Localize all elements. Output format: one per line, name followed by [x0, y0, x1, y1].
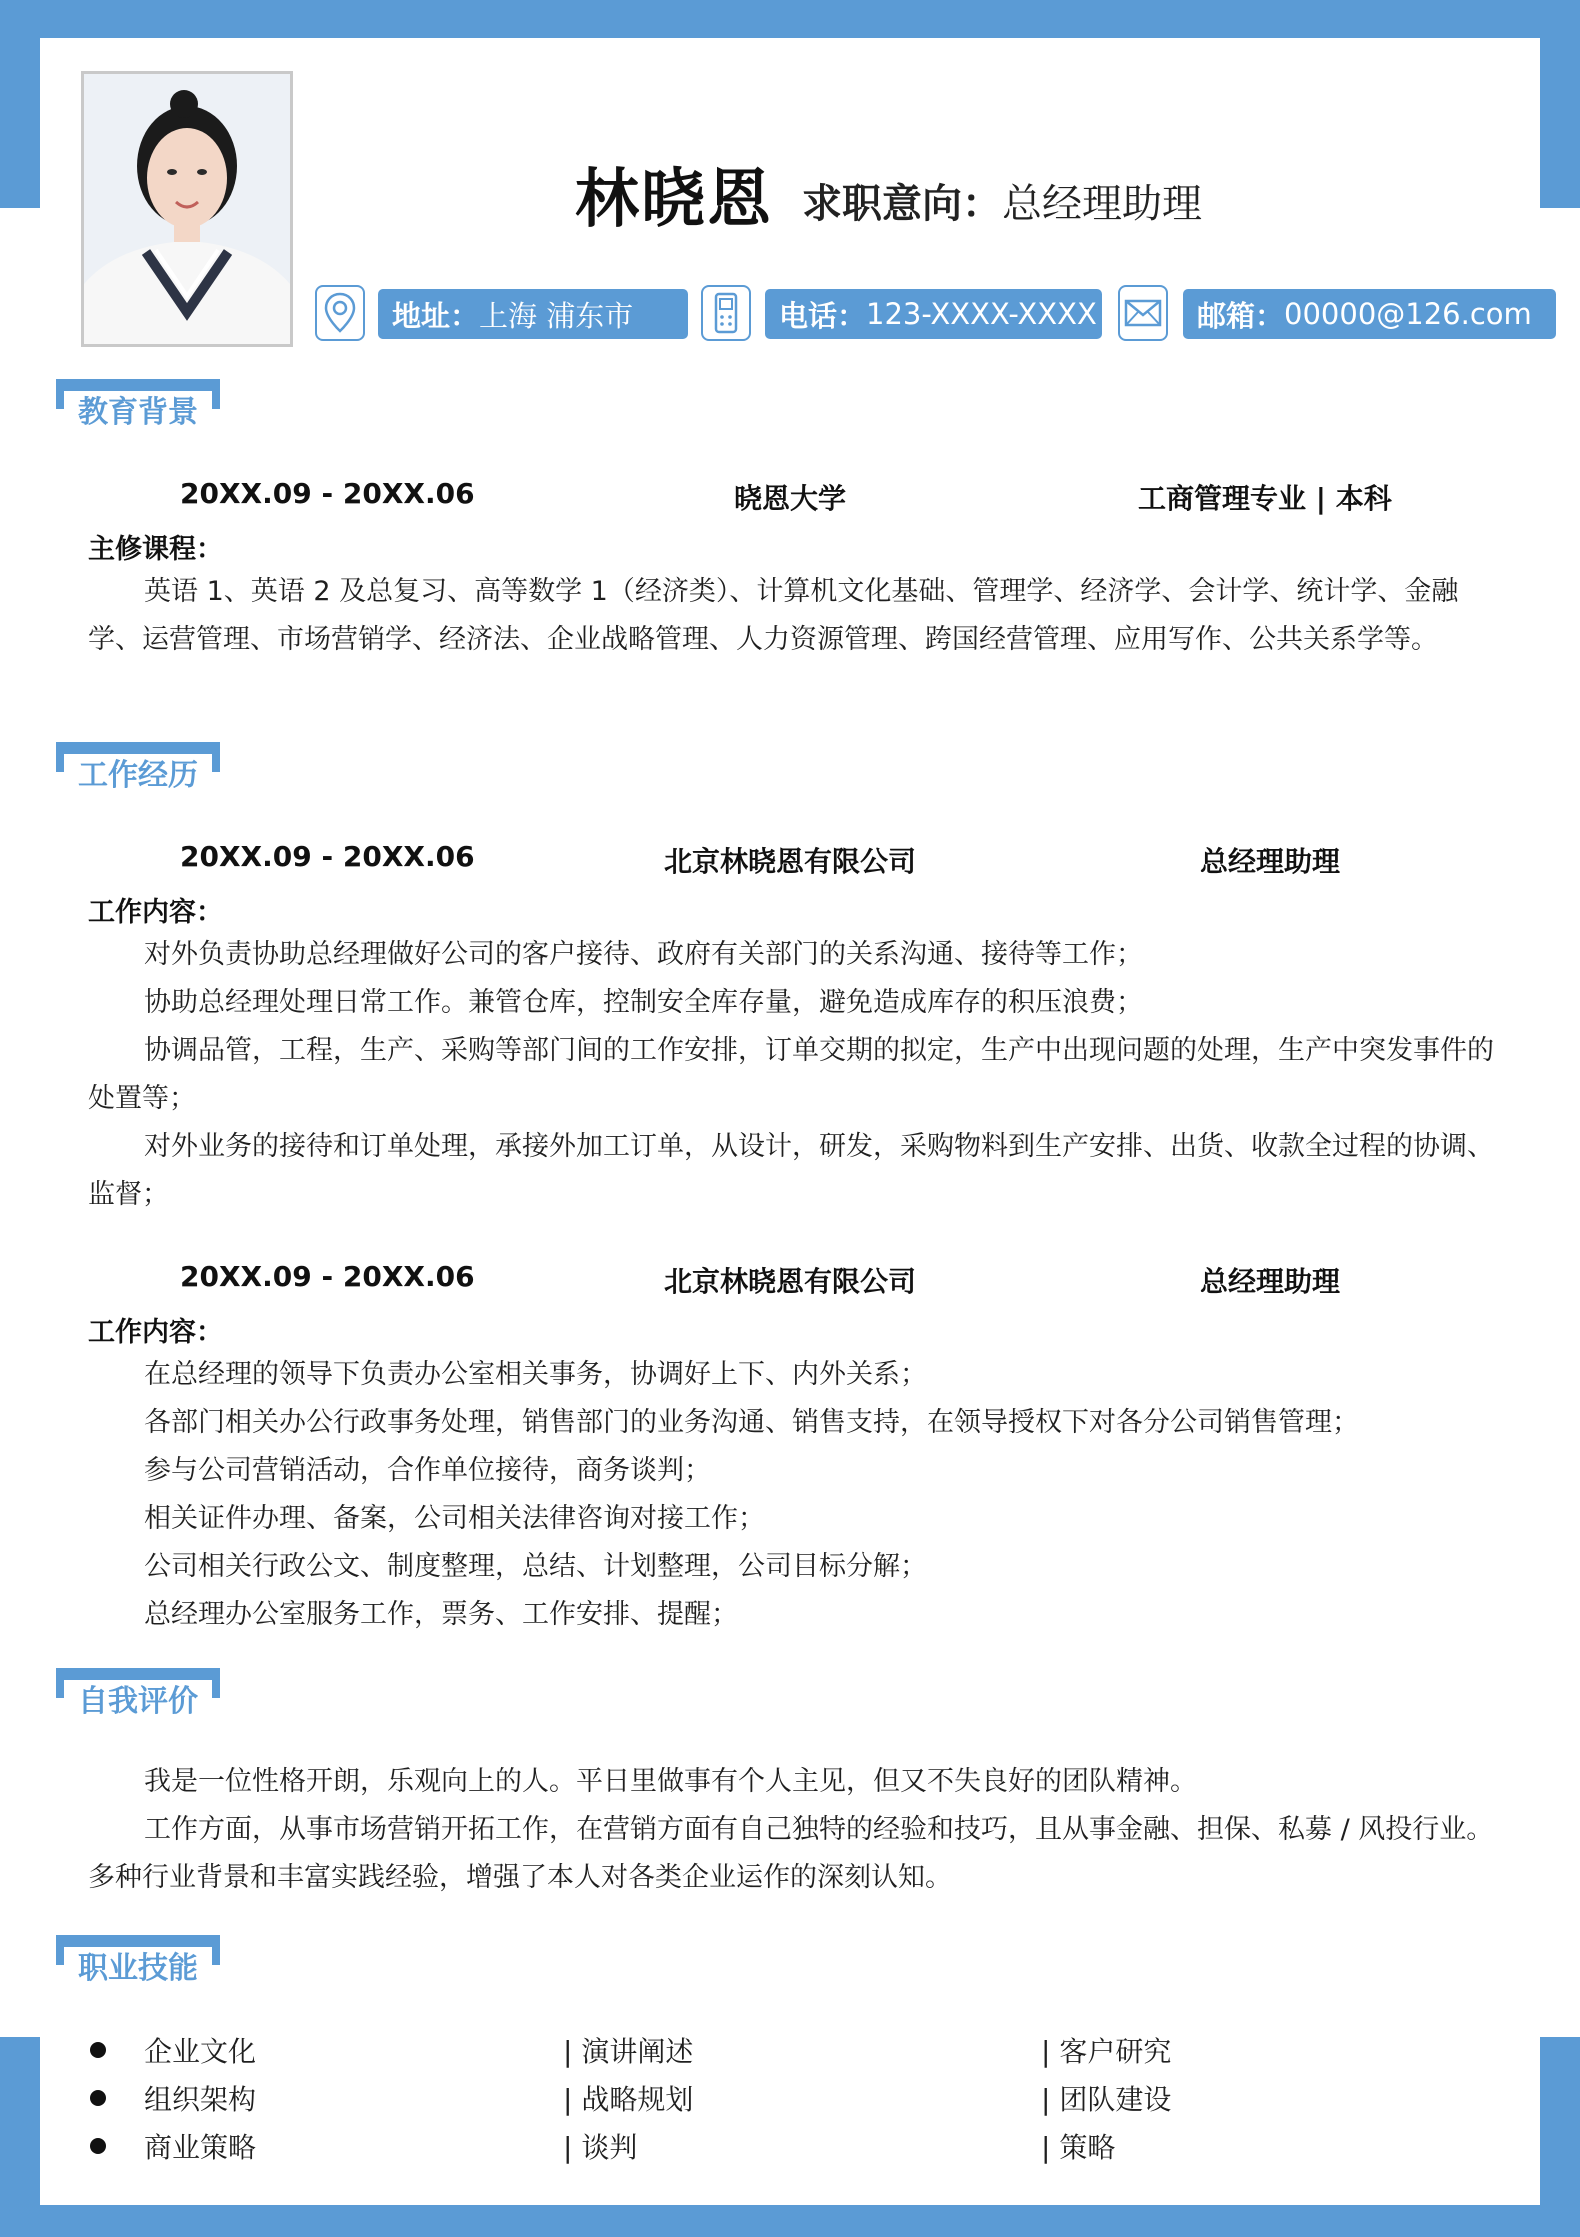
address-value: 上海 浦东市 — [479, 298, 634, 333]
candidate-name: 林晓恩 — [575, 163, 773, 237]
education-title: 教育背景 — [64, 391, 212, 435]
job-2-period: 20XX.09 - 20XX.06 — [180, 1260, 475, 1293]
self-eval-paragraph: 工作方面，从事市场营销开拓工作，在营销方面有自己独特的经验和技巧，且从事金融、担保、私募 / 风投行业。多种行业背景和丰富实践经验，增强了本人对各类企业运作的深刻认知。 — [88, 1814, 1494, 1893]
skill-item: | 客户研究 — [1041, 2035, 1172, 2068]
courses-label: 主修课程： — [88, 534, 223, 565]
avatar-portrait-icon — [84, 74, 290, 344]
job-2-item: 公司相关行政公文、制度整理，总结、计划整理，公司目标分解； — [144, 1551, 927, 1582]
skill-item: | 谈判 — [563, 2131, 638, 2164]
job-1-item: 对外负责协助总经理做好公司的客户接待、政府有关部门的关系沟通、接待等工作； — [144, 939, 1143, 970]
bullet-icon — [90, 2090, 106, 2106]
self-eval-text — [88, 1758, 1494, 1902]
skill-row — [0, 2124, 1580, 2172]
education-period: 20XX.09 - 20XX.06 — [180, 477, 475, 510]
job-1-item: 协助总经理处理日常工作。兼管仓库，控制安全库存量，避免造成库存的积压浪费； — [144, 987, 1143, 1018]
bullet-icon — [90, 2042, 106, 2058]
job-intent — [802, 172, 1202, 229]
self-eval-paragraph: 我是一位性格开朗，乐观向上的人。平日里做事有个人主见，但又不失良好的团队精神。 — [144, 1766, 1197, 1797]
education-section-header — [56, 379, 220, 429]
job-1-item: 协调品管，工程，生产、采购等部门间的工作安排，订单交期的拟定，生产中出现问题的处理，生产中突发事件的处置等； — [88, 1035, 1494, 1114]
education-major: 工商管理专业 | 本科 — [1138, 482, 1392, 515]
job-2-position: 总经理助理 — [1200, 1265, 1341, 1298]
self-eval-title: 自我评价 — [64, 1680, 212, 1724]
job-2-company: 北京林晓恩有限公司 — [664, 1265, 917, 1298]
job-intent-label: 求职意向： — [802, 181, 1002, 227]
address-label: 地址： — [392, 298, 480, 333]
email-field — [1183, 289, 1556, 339]
job-1-item: 对外业务的接待和订单处理，承接外加工订单，从设计，研发，采购物料到生产安排、出货、收款全过程的协调、监督； — [88, 1131, 1494, 1210]
skill-item: 商业策略 — [144, 2131, 257, 2164]
skill-item: 企业文化 — [144, 2035, 257, 2068]
job-2-item: 在总经理的领导下负责办公室相关事务，协调好上下、内外关系； — [144, 1359, 927, 1390]
skill-item: 组织架构 — [144, 2083, 257, 2116]
job-1-content-label: 工作内容： — [88, 897, 223, 928]
address-field — [378, 289, 688, 339]
job-2-item: 参与公司营销活动，合作单位接待，商务谈判； — [144, 1455, 711, 1486]
skill-item: | 团队建设 — [1041, 2083, 1172, 2116]
location-pin-icon — [315, 285, 365, 341]
job-2-items — [144, 1351, 1359, 1639]
mobile-phone-icon — [701, 285, 751, 341]
profile-photo — [81, 71, 293, 347]
frame-right-top-border — [1540, 0, 1580, 208]
work-title: 工作经历 — [64, 754, 212, 798]
phone-field — [765, 289, 1102, 339]
skill-row — [0, 2028, 1580, 2076]
envelope-icon — [1118, 285, 1168, 341]
courses-text: 英语 1、英语 2 及总复习、高等数学 1（经济类）、计算机文化基础、管理学、经济学、会计学、统计学、金融学、运营管理、市场营销学、经济法、企业战略管理、人力资源管理、跨国经营管理、应用写作、公共关系学等。 — [88, 576, 1459, 655]
phone-value: 123-XXXX-XXXX — [866, 297, 1097, 331]
job-1-period: 20XX.09 - 20XX.06 — [180, 840, 475, 873]
skills-title: 职业技能 — [64, 1947, 212, 1991]
skills-section-header — [56, 1935, 220, 1985]
job-intent-value: 总经理助理 — [1002, 181, 1202, 227]
frame-bottom-border — [0, 2205, 1580, 2237]
email-label: 邮箱： — [1197, 298, 1285, 333]
job-2-item: 各部门相关办公行政事务处理，销售部门的业务沟通、销售支持，在领导授权下对各分公司销售管理； — [144, 1407, 1359, 1438]
job-2-content-label: 工作内容： — [88, 1317, 223, 1348]
frame-left-top-border — [0, 0, 40, 208]
job-1-company: 北京林晓恩有限公司 — [664, 845, 917, 878]
skill-item: | 战略规划 — [563, 2083, 694, 2116]
self-eval-section-header — [56, 1668, 220, 1718]
email-value: 00000@126.com — [1284, 297, 1532, 331]
skill-item: | 演讲阐述 — [563, 2035, 694, 2068]
job-2-item: 相关证件办理、备案，公司相关法律咨询对接工作； — [144, 1503, 765, 1534]
bullet-icon — [90, 2138, 106, 2154]
skill-row — [0, 2076, 1580, 2124]
phone-label: 电话： — [779, 298, 867, 333]
education-school: 晓恩大学 — [734, 482, 847, 515]
frame-top-border — [0, 0, 1580, 38]
job-1-items — [88, 931, 1494, 1219]
job-1-position: 总经理助理 — [1200, 845, 1341, 878]
skill-item: | 策略 — [1041, 2131, 1116, 2164]
work-section-header — [56, 742, 220, 792]
job-2-item: 总经理办公室服务工作，票务、工作安排、提醒； — [144, 1599, 738, 1630]
